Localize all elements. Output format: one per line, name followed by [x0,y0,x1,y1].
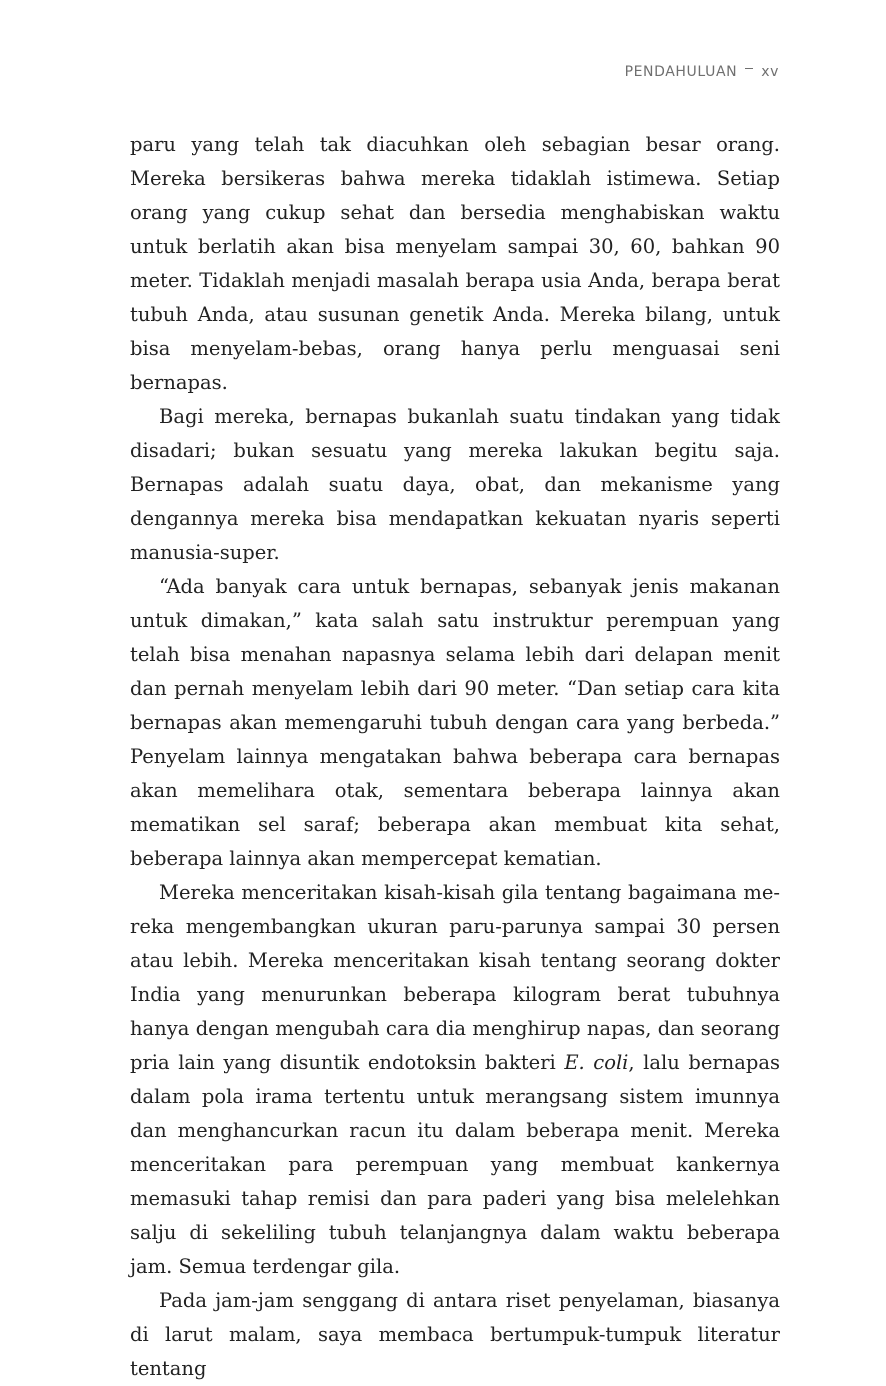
paragraph-2: Bagi mereka, bernapas bukanlah suatu tindakan yang tidak disadari; bukan sesuatu yang mereka lakukan begitu saja. Bernapas adalah suatu daya, obat, dan mekanisme yang dengannya mereka bisa mendapatkan kekuatan nyaris seperti manusia-super. [130,405,780,564]
page-body [130,128,780,1386]
paragraph-4-part-2: , lalu bernapas dalam pola irama tertentu untuk merangsang sistem imunnya dan menghancurkan racun itu dalam beberapa menit. Mereka menceritakan para perempuan yang membuat kankernya memasuki tahap remisi dan para paderi yang bisa melelehkan salju di sekeliling tubuh telanjangnya dalam waktu beberapa jam. Semua terdengar gila. [130,1051,780,1278]
chapter-title: PENDAHULUAN [624,64,738,80]
paragraph-4-part-1: Mereka menceritakan kisah-kisah gila tentang bagaimana mereka mengembangkan ukuran paru-parunya sampai 30 persen atau lebih. Mereka menceritakan kisah tentang seorang dokter India yang menurunkan beberapa kilogram berat tubuhnya hanya dengan mengubah cara dia menghirup napas, dan seorang pria lain yang disuntik endotoksin bakteri [130,881,780,1074]
paragraph-5: Pada jam-jam senggang di antara riset penyelaman, biasanya di larut malam, saya membaca bertumpuk-tumpuk literatur tentang [130,1289,780,1380]
header-separator [745,68,753,69]
italic-term: E. coli [564,1051,629,1074]
paragraph-3: “Ada banyak cara untuk bernapas, sebanyak jenis makanan untuk dimakan,” kata salah satu instruktur perempuan yang telah bisa menahan napasnya selama lebih dari delapan menit dan pernah menyelam lebih dari 90 meter. “Dan setiap cara kita bernapas akan memengaruhi tubuh dengan cara yang berbeda.” Penyelam lainnya mengatakan bahwa beberapa cara bernapas akan memelihara otak, sementara beberapa lainnya akan mematikan sel saraf; beberapa akan membuat kita sehat, beberapa lainnya akan mempercepat kematian. [130,575,780,870]
page-number: xv [761,64,779,80]
paragraph-1: paru yang telah tak diacuhkan oleh sebagian besar orang. Mereka bersikeras bahwa mereka tidaklah istimewa. Setiap orang yang cukup sehat dan bersedia menghabiskan waktu untuk berlatih akan bisa menyelam sampai 30, 60, bahkan 90 meter. Tidaklah menjadi masalah berapa usia Anda, berapa berat tubuh Anda, atau susunan genetik Anda. Mereka bilang, untuk bisa menyelam-bebas, orang hanya perlu menguasai seni bernapas. [130,133,780,394]
running-header [625,64,779,80]
paragraph-4 [130,876,780,1284]
